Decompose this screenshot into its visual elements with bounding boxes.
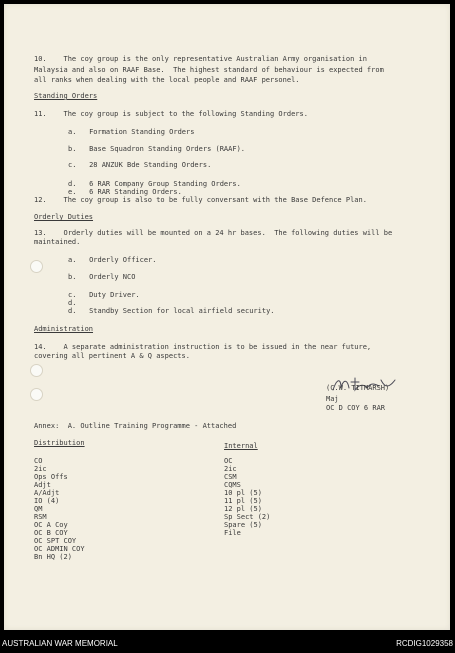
- list-item: CQMS: [224, 481, 241, 489]
- para13-line1: 13. Orderly duties will be mounted on a 24 hr bases. The following duties will be: [34, 229, 393, 237]
- list-item: OC A Coy: [34, 521, 68, 529]
- list-item: Ops Offs: [34, 473, 68, 481]
- list-item: Sp Sect (2): [224, 513, 271, 521]
- list-item: 2ic: [224, 465, 237, 473]
- archive-footer: [0, 632, 455, 653]
- list-item: 2ic: [34, 465, 47, 473]
- distribution-heading: Distribution: [34, 439, 85, 447]
- para12: 12. The coy group is also to be fully conversant with the Base Defence Plan.: [34, 196, 367, 204]
- administration-heading: Administration: [34, 325, 94, 333]
- list-item: OC: [224, 457, 233, 465]
- signatory-name: (C.W. TITMARSH): [326, 384, 390, 392]
- footer-record-id: RCDIG1029358: [396, 639, 453, 648]
- standing-order-item: c. 28 ANZUK Bde Standing Orders.: [68, 161, 212, 169]
- standing-order-item: a. Formation Standing Orders: [68, 128, 195, 136]
- standing-order-item: b. Base Squadron Standing Orders (RAAF).: [68, 145, 246, 153]
- list-item: CO: [34, 457, 43, 465]
- standing-order-item: e. 6 RAR Standing Orders.: [68, 188, 182, 196]
- list-item: OC ADMIN COY: [34, 545, 85, 553]
- list-item: 11 pl (5): [224, 497, 262, 505]
- list-item: Bn HQ (2): [34, 553, 72, 561]
- list-item: A/Adjt: [34, 489, 60, 497]
- para14-line1: 14. A separate administration instruction is to be issued in the near future,: [34, 343, 372, 351]
- orderly-duties-heading: Orderly Duties: [34, 213, 94, 221]
- punch-hole: [30, 388, 43, 401]
- internal-heading: Internal: [224, 442, 258, 450]
- punch-hole: [30, 260, 43, 273]
- orderly-duty-item: d.: [68, 299, 77, 307]
- punch-hole: [30, 364, 43, 377]
- standing-order-item: d. 6 RAR Company Group Standing Orders.: [68, 180, 241, 188]
- orderly-duty-item: d. Standby Section for local airfield security.: [68, 307, 275, 315]
- orderly-duty-item: a. Orderly Officer.: [68, 256, 157, 264]
- list-item: CSM: [224, 473, 237, 481]
- list-item: OC B COY: [34, 529, 68, 537]
- list-item: OC SPT COY: [34, 537, 77, 545]
- list-item: 10 pl (5): [224, 489, 262, 497]
- list-item: File: [224, 529, 241, 537]
- signatory-appointment: OC D COY 6 RAR: [326, 404, 386, 412]
- list-item: Spare (5): [224, 521, 262, 529]
- para10-line2: Malaysia and also on RAAF Base. The highest standard of behaviour is expected from: [34, 66, 384, 74]
- para11: 11. The coy group is subject to the following Standing Orders.: [34, 110, 308, 118]
- orderly-duty-item: c. Duty Driver.: [68, 291, 140, 299]
- para10-line3: all ranks when dealing with the local people and RAAF personel.: [34, 76, 300, 84]
- list-item: Adjt: [34, 481, 51, 489]
- list-item: 12 pl (5): [224, 505, 262, 513]
- para13-line2: maintained.: [34, 238, 81, 246]
- orderly-duty-item: b. Orderly NCO: [68, 273, 136, 281]
- annex-line: Annex: A. Outline Training Programme - Attached: [34, 422, 237, 430]
- para10-line1: 10. The coy group is the only representative Australian Army organisation in: [34, 55, 367, 63]
- standing-orders-heading: Standing Orders: [34, 92, 98, 100]
- footer-institution: AUSTRALIAN WAR MEMORIAL: [2, 639, 118, 648]
- document-page: [4, 4, 450, 630]
- signatory-rank: Maj: [326, 395, 339, 403]
- list-item: RSM: [34, 513, 47, 521]
- list-item: IO (4): [34, 497, 60, 505]
- list-item: QM: [34, 505, 43, 513]
- para14-line2: covering all pertinent A & Q aspects.: [34, 352, 190, 360]
